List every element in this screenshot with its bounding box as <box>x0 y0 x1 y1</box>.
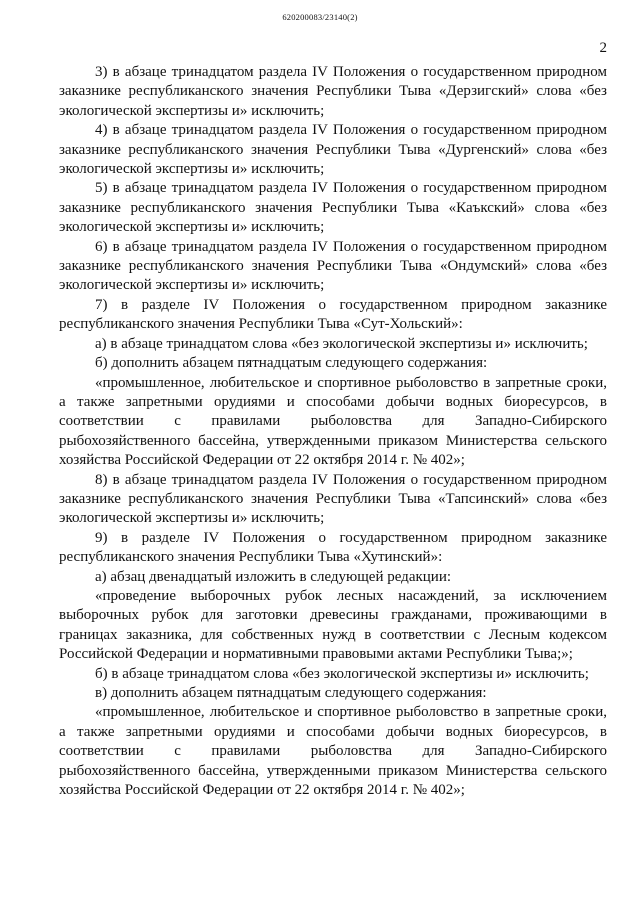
document-id: 620200083/23140(2) <box>282 12 358 22</box>
paragraph-item-7b: б) дополнить абзацем пятнадцатым следующего содержания: <box>95 355 488 372</box>
paragraph-item-3: 3) в абзаце тринадцатом раздела IV Положения о государственном природном заказнике республиканского значения Республики Тыва «Дерзигский» слова «без экологической экспертизы и» исключить; <box>59 64 607 119</box>
paragraph-item-4: 4) в абзаце тринадцатом раздела IV Положения о государственном природном заказнике республиканского значения Республики Тыва «Дургенский» слова «без экологической экспертизы и» исключить; <box>59 122 607 178</box>
paragraph-item-7: 7) в разделе IV Положения о государственном природном заказнике республиканского значения Республики Тыва «Сут-Хольский»: <box>59 296 607 333</box>
paragraph-item-9b: б) в абзаце тринадцатом слова «без экологической экспертизы и» исключить; <box>95 665 589 682</box>
paragraph-item-9: 9) в разделе IV Положения о государственном природном заказнике республиканского значения Республики Тыва «Хутинский»: <box>59 529 607 566</box>
paragraph-item-6: 6) в абзаце тринадцатом раздела IV Положения о государственном природном заказнике республиканского значения Республики Тыва «Ондумский» слова «без экологической экспертизы и» исключить; <box>59 238 607 294</box>
document-body <box>59 63 607 800</box>
paragraph-quote-9a: «проведение выборочных рубок лесных насаждений, за исключением выборочных рубок для заготовки древесины гражданами, проживающими в границах заказника, для собственных нужд в соответствии с Лесным кодексом Российской Федерации и нормативными правовыми актами Республики Тыва;»; <box>59 587 607 663</box>
paragraph-item-5: 5) в абзаце тринадцатом раздела IV Положения о государственном природном заказнике республиканского значения Республики Тыва «Каъкский» слова «без экологической экспертизы и» исключить; <box>59 180 607 236</box>
paragraph-item-9c: в) дополнить абзацем пятнадцатым следующего содержания: <box>95 685 487 701</box>
page-number: 2 <box>599 40 607 56</box>
paragraph-quote-9c: «промышленное, любительское и спортивное рыболовство в запретные сроки, а также запретными орудиями и способами добычи водных биоресурсов, в соответствии с правилами рыболовства для Западно-Сибирского рыбохозяйственного бассейна, утвержденными приказом Министерства сельского хозяйства Российской Федерации от 22 октября 2014 г. № 402»; <box>59 704 607 799</box>
paragraph-item-7a: а) в абзаце тринадцатом слова «без экологической экспертизы и» исключить; <box>95 335 588 352</box>
paragraph-quote-7b: «промышленное, любительское и спортивное рыболовство в запретные сроки, а также запретными орудиями и способами добычи водных биоресурсов, в соответствии с правилами рыболовства для Западно-Сибирского рыбохозяйственного бассейна, утвержденными приказом Министерства сельского хозяйства Российской Федерации от 22 октября 2014 г. № 402»; <box>59 374 607 469</box>
paragraph-item-9a: а) абзац двенадцатый изложить в следующей редакции: <box>95 568 452 585</box>
paragraph-item-8: 8) в абзаце тринадцатом раздела IV Положения о государственном природном заказнике республиканского значения Республики Тыва «Тапсинский» слова «без экологической экспертизы и» исключить; <box>59 471 607 527</box>
